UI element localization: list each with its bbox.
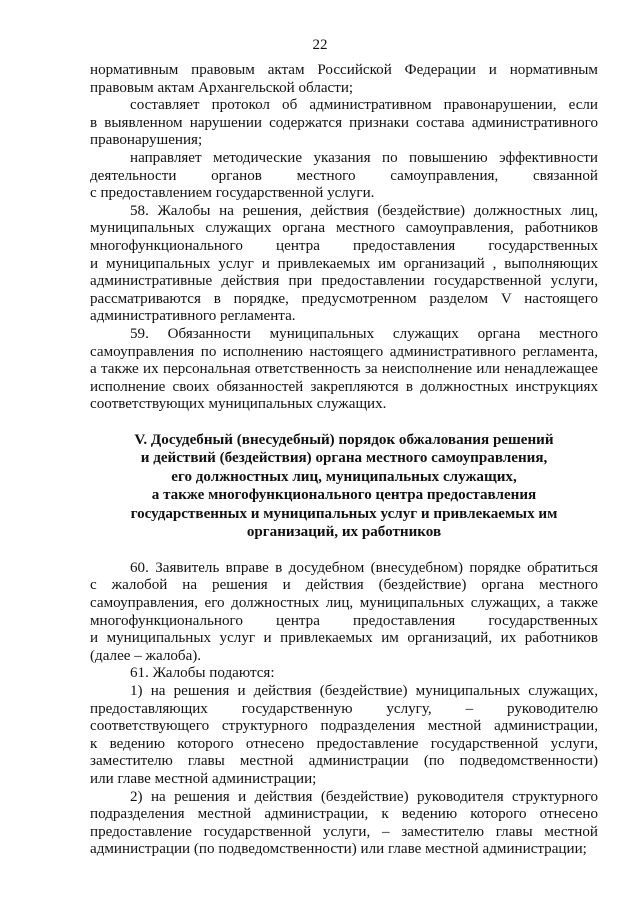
- text-line: многофункционального центра предоставления государственных: [90, 612, 598, 629]
- paragraph-61-item-2: [90, 789, 598, 859]
- heading-line: государственных и муниципальных услуг и привлекаемых им: [130, 505, 558, 522]
- heading-line: и действий (бездействия) органа местного самоуправления,: [140, 450, 548, 467]
- text-line: 61. Жалобы подаются:: [130, 665, 275, 682]
- text-line: с предоставлением государственной услуги.: [90, 185, 375, 202]
- text-line: или главе местной администрации;: [90, 771, 317, 787]
- text-line: администрации (по подведомственности) или главе местной администрации;: [90, 841, 587, 858]
- text-line: (далее – жалоба).: [90, 647, 202, 664]
- text-line: муниципальных служащих органа местного самоуправления, работников: [90, 220, 598, 237]
- paragraph-58: [90, 203, 598, 326]
- text-line: соответствующих муниципальных служащих.: [90, 396, 387, 413]
- heading-line: его должностных лиц, муниципальных служащих,: [171, 468, 517, 485]
- text-line: направляет методические указания по повышению эффективности: [130, 149, 598, 166]
- text-line: самоуправления, его должностных лиц, муниципальных служащих, а также: [90, 595, 598, 612]
- document-body: [90, 62, 598, 859]
- text-line: 60. Заявитель вправе в досудебном (внесудебном) порядке обратиться: [130, 559, 598, 576]
- text-line: исполнение своих обязанностей закрепляются в должностных инструкциях: [90, 378, 598, 395]
- text-line: предоставление государственной услуги, – заместителю главы местной: [90, 823, 598, 840]
- text-line: многофункционального центра предоставления государственных: [90, 237, 598, 254]
- heading-line: V. Досудебный (внесудебный) порядок обжалования решений: [134, 431, 554, 448]
- heading-line: организаций, их работников: [246, 524, 442, 541]
- text-line: административные действия при предоставлении государственной услуги,: [90, 273, 598, 290]
- paragraph-61-item-1: [90, 683, 598, 789]
- text-line: и муниципальных услуг и привлекаемых им организаций , выполняющих: [90, 255, 598, 272]
- text-line: 2) на решения и действия (бездействие) руководителя структурного: [130, 788, 598, 805]
- text-line: подразделения местной администрации, к ведению которого отнесено: [90, 806, 598, 823]
- text-line: самоуправления по исполнению настоящего административного регламента,: [90, 343, 598, 360]
- text-line: правовым актам Архангельской области;: [90, 79, 354, 96]
- paragraph-cont: [90, 62, 598, 97]
- text-line: заместителю главы местной администрации (по подведомственности): [90, 753, 598, 770]
- heading-line: а также многофункционального центра предоставления: [151, 487, 537, 504]
- text-line: административного регламента.: [90, 308, 296, 325]
- text-line: составляет протокол об административном правонарушении, если: [130, 97, 598, 114]
- text-line: 1) на решения и действия (бездействие) муниципальных служащих,: [130, 683, 598, 700]
- text-line: предоставляющих государственную услугу, – руководителю: [90, 700, 598, 717]
- text-line: с жалобой на решения и действия (бездействие) органа местного: [90, 577, 598, 594]
- text-line: 59. Обязанности муниципальных служащих органа местного: [130, 325, 598, 342]
- text-line: а также их персональная ответственность за неисполнение или ненадлежащее: [90, 361, 598, 378]
- text-line: 58. Жалобы на решения, действия (бездействие) должностных лиц,: [130, 202, 598, 219]
- section-heading: [90, 431, 598, 542]
- paragraph-60: [90, 560, 598, 666]
- text-line: нормативным правовым актам Российской Федерации и нормативным: [90, 62, 598, 78]
- paragraph-guidance: [90, 150, 598, 203]
- paragraph-61: [90, 665, 598, 683]
- text-line: рассматриваются в порядке, предусмотренном разделом V настоящего: [90, 290, 598, 307]
- paragraph-59: [90, 326, 598, 414]
- text-line: в выявленном нарушении содержатся признаки состава административного: [90, 114, 598, 131]
- text-line: соответствующего структурного подразделения местной администрации,: [90, 718, 598, 735]
- text-line: к ведению которого отнесено предоставление государственной услуги,: [90, 735, 598, 752]
- paragraph-protocol: [90, 97, 598, 150]
- text-line: и муниципальных услуг и привлекаемых им организаций, их работников: [90, 630, 598, 647]
- text-line: правонарушения;: [90, 132, 203, 149]
- text-line: деятельности органов местного самоуправления, связанной: [90, 167, 598, 184]
- page-number: 22: [312, 37, 328, 53]
